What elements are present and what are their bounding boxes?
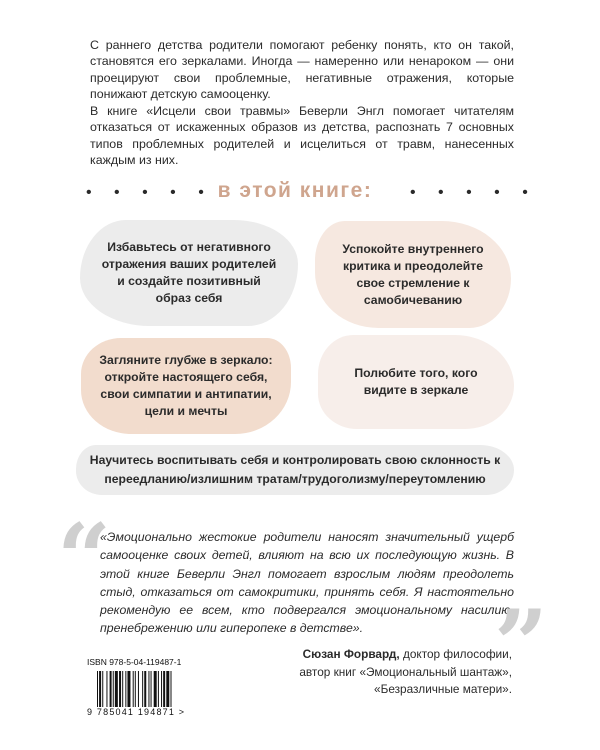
barcode-bar: [102, 671, 103, 707]
barcode: [97, 671, 202, 707]
benefit-bubble-3: Загляните глубже в зеркало: откройте настоящего себя, свои симпатии и антипатии, цели и мечты: [81, 338, 291, 434]
decorative-dots-right: • • • • •: [410, 184, 537, 201]
barcode-bar: [158, 671, 159, 707]
isbn-label: ISBN 978-5-04-119487-1: [87, 657, 182, 667]
author-name: Сюзан Форвард,: [302, 647, 400, 661]
barcode-bar: [99, 671, 101, 707]
close-quote-icon: ”: [494, 590, 549, 700]
barcode-digits: 9 785041 194871 >: [87, 707, 186, 717]
barcode-bar: [151, 671, 152, 707]
barcode-bar: [142, 671, 143, 707]
benefit-bubble-1: Избавьтесь от негативного отражения ваших родителей и создайте позитивный образ себя: [80, 220, 298, 326]
barcode-bar: [122, 671, 123, 707]
barcode-bar: [110, 671, 112, 707]
barcode-bar: [127, 671, 130, 707]
benefit-bubble-2: Успокойте внутреннего критика и преодолейте свое стремление к самобичеванию: [315, 221, 511, 328]
barcode-bar: [154, 671, 157, 707]
author-degree: доктор философии,: [399, 647, 512, 661]
author-books-line-1: автор книг «Эмоциональный шантаж»,: [299, 664, 512, 679]
barcode-bar: [148, 671, 149, 707]
barcode-bar: [113, 671, 114, 707]
barcode-bar: [115, 671, 118, 707]
section-header: [0, 178, 600, 208]
open-quote-icon: “: [57, 504, 112, 614]
quote-attribution: [299, 646, 512, 699]
barcode-bar: [144, 671, 146, 707]
barcode-bar: [119, 671, 121, 707]
barcode-bar: [106, 671, 107, 707]
barcode-bar: [125, 671, 126, 707]
intro-paragraph-2: В книге «Исцели свои травмы» Беверли Энгл помогает читателям отказаться от искаженных образов из детства, распознать 7 основных типов проблемных родителей и исцелиться от травм, нанесенных каждым из них.: [90, 104, 514, 168]
barcode-bar: [135, 671, 136, 707]
testimonial-quote: «Эмоционально жестокие родители наносят значительный ущерб самооценке своих детей, влияют на всю их последующую жизнь. В этой книге Беверли Энгл помогает взрослым людям преодолеть стыд, отказаться от самокритики, принять себя. Я настоятельно рекомендую ее всем, кто подвергался эмоциональному насилию, пренебрежению или гиперопеке в детстве».: [100, 530, 514, 636]
author-books-line-2: «Безразличные матери».: [374, 682, 512, 697]
barcode-bar: [171, 671, 172, 707]
barcode-bar: [163, 671, 165, 707]
barcode-bar: [166, 671, 169, 707]
barcode-bar: [161, 671, 162, 707]
barcode-bar: [97, 671, 98, 707]
decorative-dots-left: • • • • •: [86, 184, 213, 201]
barcode-bar: [138, 671, 139, 707]
benefit-bubble-5: Научитесь воспитывать себя и контролировать свою склонность к переедланию/излишним тратам/трудоголизму/переутомлению: [76, 445, 514, 495]
isbn-block: [87, 657, 213, 719]
intro-paragraph-1: С раннего детства родители помогают ребенку понять, кто он такой, становятся его зеркалами. Иногда — намеренно или ненароком — они проецируют свои проблемные, негативные отражения, которые понижают детскую самооценку.: [90, 38, 514, 102]
benefit-bubble-4: Полюбите того, кого видите в зеркале: [318, 335, 514, 429]
section-title: в этой книге:: [217, 179, 373, 202]
barcode-bar: [133, 671, 134, 707]
